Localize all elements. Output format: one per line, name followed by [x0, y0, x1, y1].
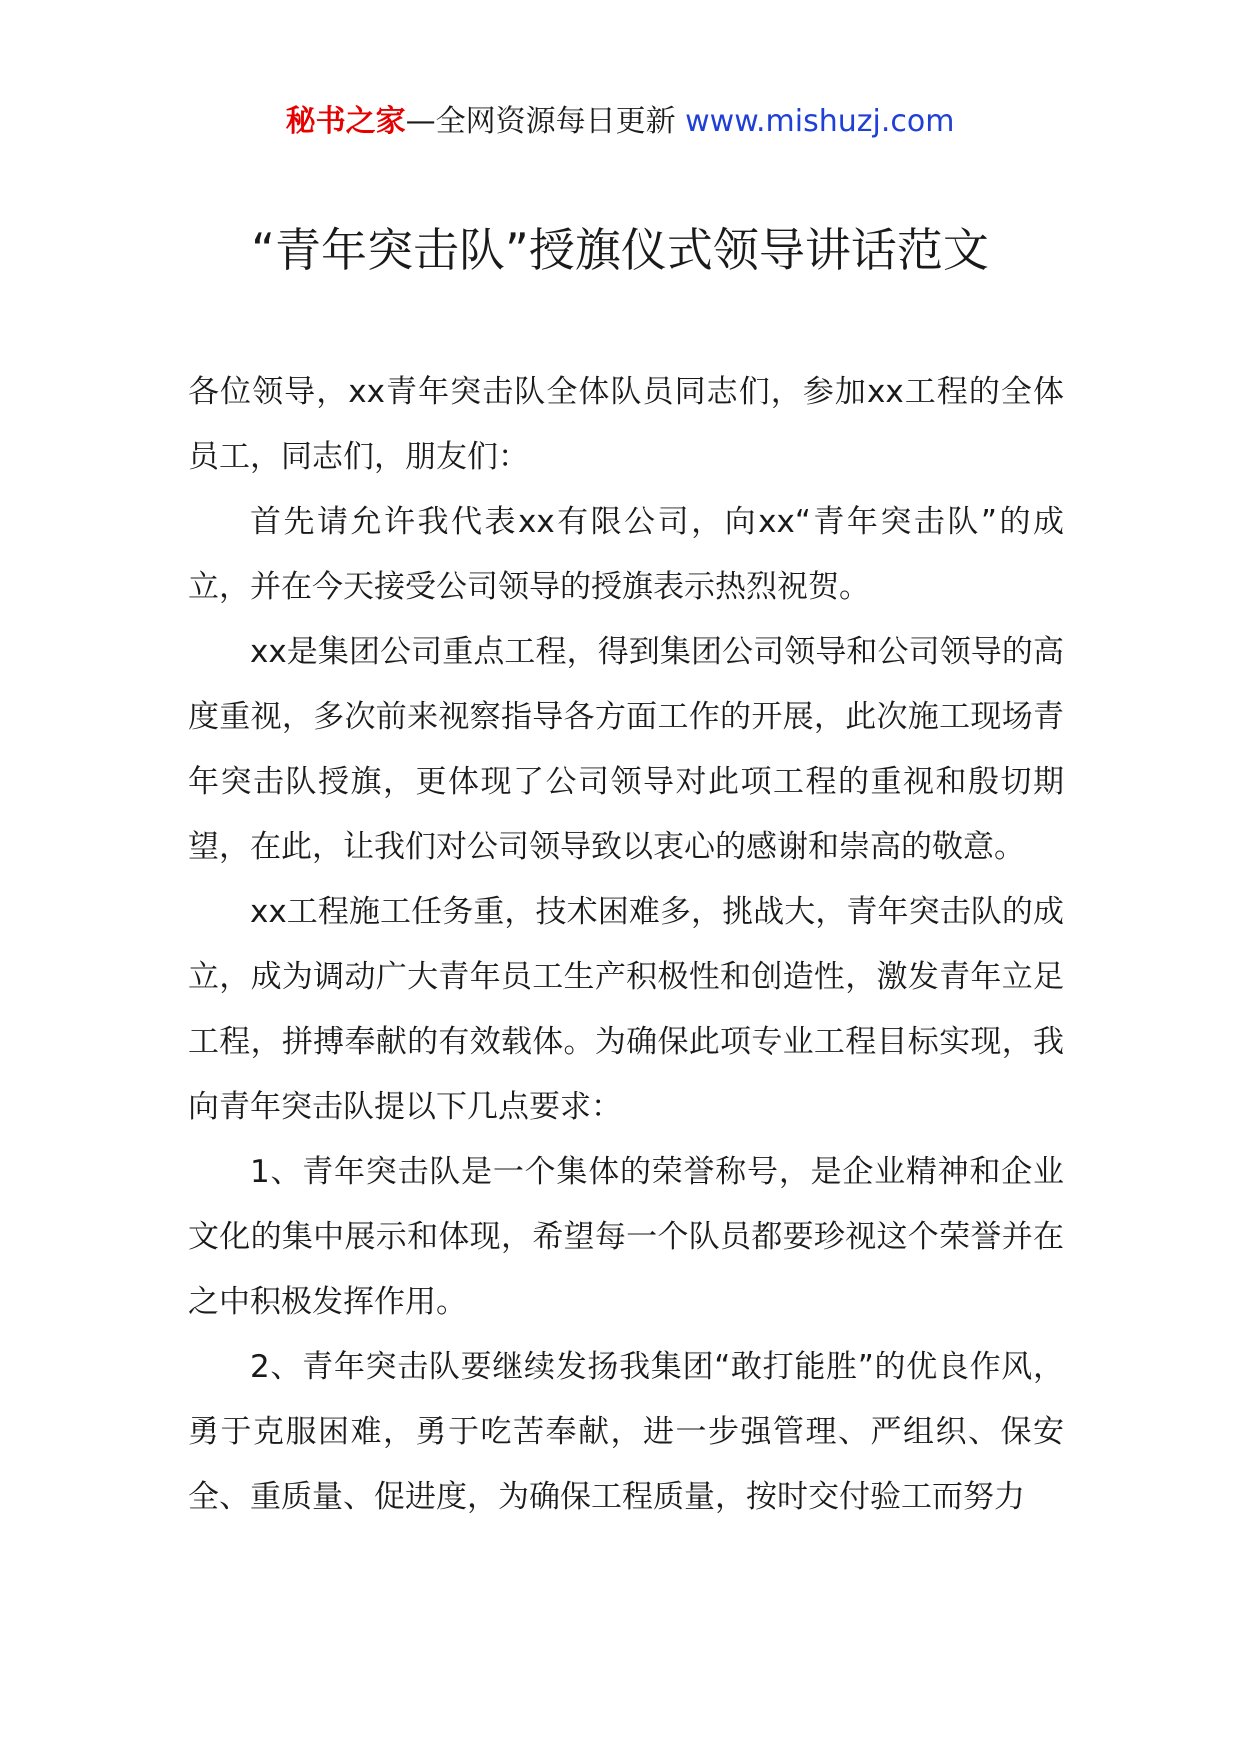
brand-name: 秘书之家: [285, 104, 406, 139]
document-body: [188, 360, 1064, 1530]
body-paragraph: xx工程施工任务重，技术困难多，挑战大，青年突击队的成立，成为调动广大青年员工生产积极性和创造性，激发青年立足工程，拼搏奉献的有效载体。为确保此项专业工程目标实现，我向青年突击队提以下几点要求：: [188, 894, 1064, 1125]
salutation-paragraph: 各位领导，xx青年突击队全体队员同志们，参加xx工程的全体员工，同志们，朋友们：: [188, 374, 1064, 475]
body-paragraph: 首先请允许我代表xx有限公司，向xx“青年突击队”的成立，并在今天接受公司领导的授旗表示热烈祝贺。: [188, 504, 1064, 605]
body-paragraph: xx是集团公司重点工程，得到集团公司领导和公司领导的高度重视，多次前来视察指导各方面工作的开展，此次施工现场青年突击队授旗，更体现了公司领导对此项工程的重视和殷切期望，在此，让我们对公司领导致以衷心的感谢和崇高的敬意。: [188, 634, 1064, 865]
header-slogan: —全网资源每日更新: [405, 104, 676, 139]
requirement-item: 1、青年突击队是一个集体的荣誉称号，是企业精神和企业文化的集中展示和体现，希望每一个队员都要珍视这个荣誉并在之中积极发挥作用。: [188, 1154, 1064, 1320]
document-title: “青年突击队”授旗仪式领导讲话范文: [251, 223, 989, 277]
site-url-link[interactable]: www.mishuzj.com: [685, 104, 955, 139]
site-header: [0, 100, 1240, 144]
requirement-item: 2、青年突击队要继续发扬我集团“敢打能胜”的优良作风，勇于克服困难，勇于吃苦奉献，进一步强管理、严组织、保安全、重质量、促进度，为确保工程质量，按时交付验工而努力: [188, 1349, 1064, 1515]
